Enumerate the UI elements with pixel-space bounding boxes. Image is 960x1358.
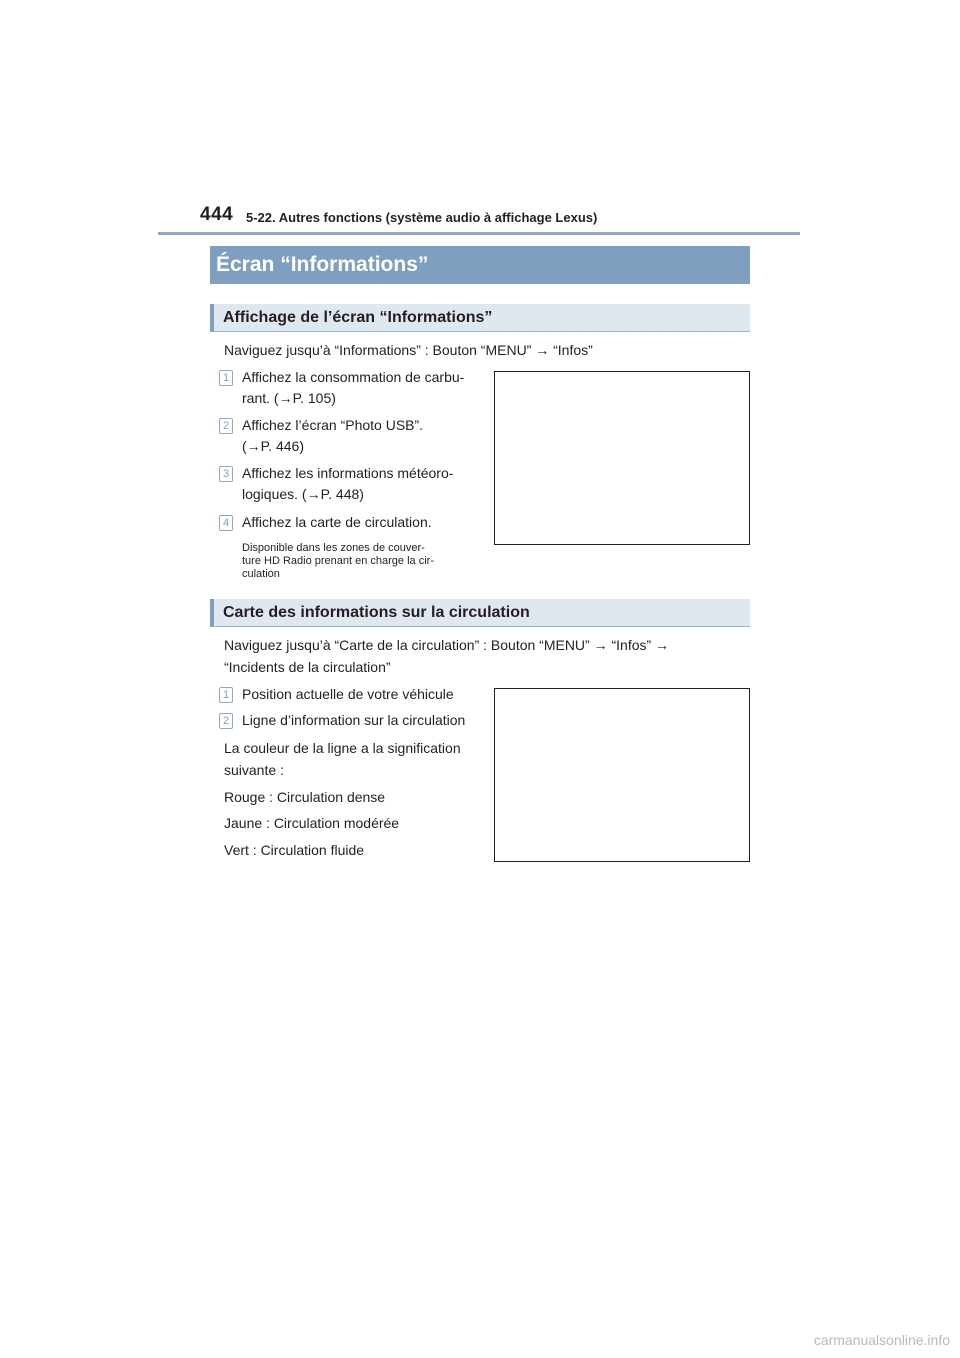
list-item [242,415,480,457]
traffic-map-figure [494,688,750,862]
item-text: rant. (→P. 105) [242,390,336,406]
navigation-path: Naviguez jusqu’à “Informations” : Bouton “MENU” → “Infos” [224,342,593,358]
note-line: Disponible dans les zones de couver- [242,542,425,554]
item-text: logiques. (→P. 448) [242,486,364,502]
section-heading-traffic-map: Carte des informations sur la circulation [210,599,750,627]
color-red-line: Rouge : Circulation dense [224,789,386,805]
availability-note [242,542,480,581]
page-title: Écran “Informations” [210,246,750,284]
item-text: Affichez la consommation de carbu- [242,369,465,385]
list-item: Position actuelle de votre véhicule [242,686,454,702]
list-item [242,512,480,533]
callout-number-4: 4 [219,515,233,531]
informations-screen-figure [494,371,750,545]
nav-line: “Incidents de la circulation” [224,659,391,675]
callout-number-2: 2 [219,418,233,434]
color-yellow-line: Jaune : Circulation modérée [224,815,400,831]
callout-number-1: 1 [219,370,233,386]
list-item [242,463,480,505]
header-rule [158,232,800,235]
navigation-path [224,634,744,678]
list-item: Ligne d’information sur la circulation [242,712,466,728]
chapter-title: 5-22. Autres fonctions (système audio à affichage Lexus) [246,210,598,225]
watermark: carmanualsonline.info [813,1332,950,1348]
item-text: Affichez la carte de circulation. [242,514,432,530]
callout-number-3: 3 [219,466,233,482]
list-item [242,367,480,409]
page-number: 444 [200,204,234,225]
para-line: La couleur de la ligne a la signification [224,740,461,756]
section-heading-informations: Affichage de l’écran “Informations” [210,304,750,332]
note-line: culation [242,568,280,580]
color-meaning-intro [224,737,482,781]
color-green-line: Vert : Circulation fluide [224,842,365,858]
item-text: (→P. 446) [242,438,304,454]
note-line: ture HD Radio prenant en charge la cir- [242,555,434,567]
callout-number-1: 1 [219,687,233,703]
item-text: Affichez l’écran “Photo USB”. [242,417,424,433]
para-line: suivante : [224,762,284,778]
item-text: Affichez les informations météoro- [242,465,454,481]
nav-line: Naviguez jusqu’à “Carte de la circulation” : Bouton “MENU” → “Infos” → [224,637,670,653]
callout-number-2: 2 [219,713,233,729]
